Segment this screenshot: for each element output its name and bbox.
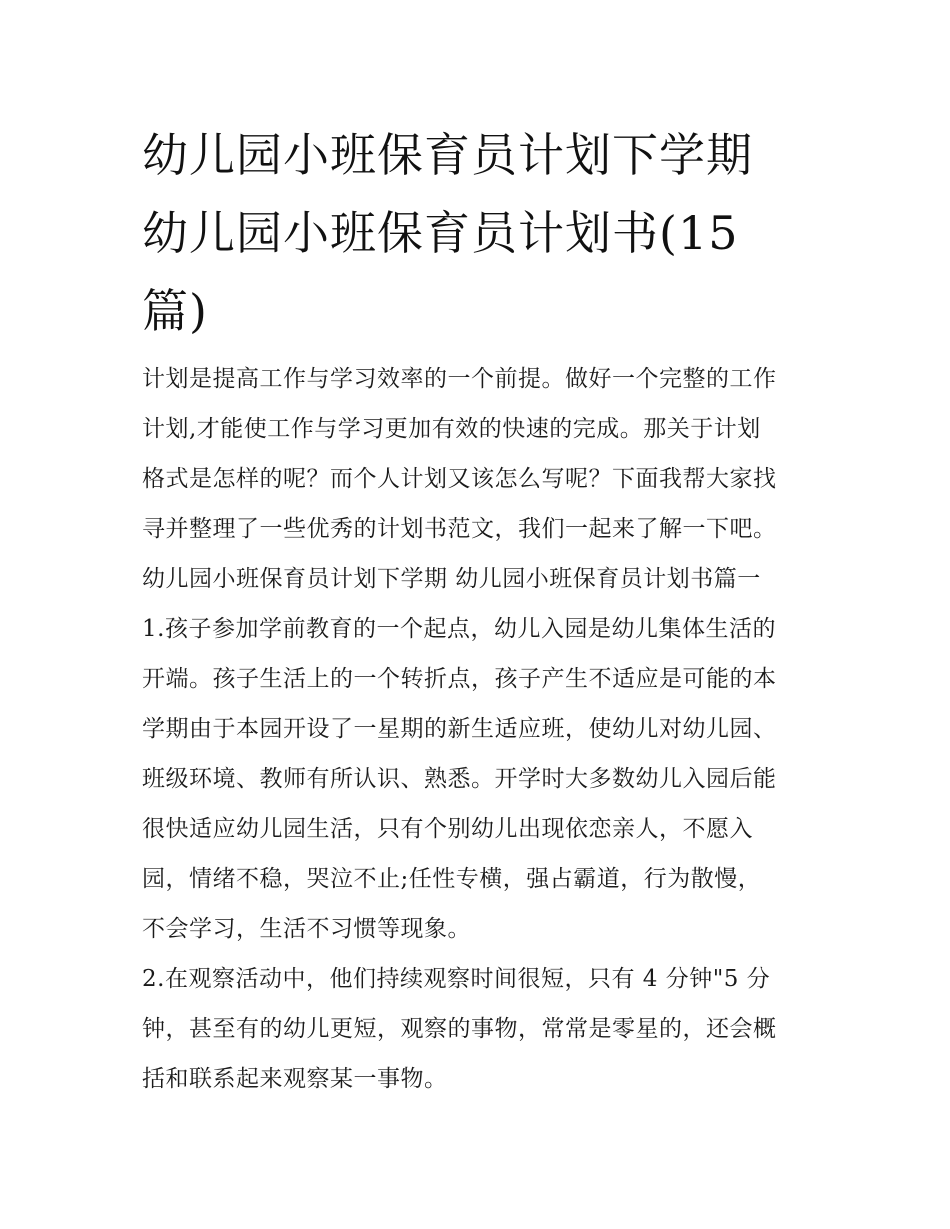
paragraph-line: 括和联系起来观察某一事物。 [142,1066,448,1092]
title-line: 篇) [142,284,208,338]
document-body [142,354,822,1104]
title-line: 幼儿园小班保育员计划书(15 [142,206,739,260]
title-line: 幼儿园小班保育员计划下学期 [142,128,753,182]
intro-line: 计划,才能使工作与学习更加有效的快速的完成。那关于计划 [142,416,761,442]
paragraph-line: 开端。孩子生活上的一个转折点，孩子产生不适应是可能的本 [142,666,777,692]
paragraph-line: 钟，甚至有的幼儿更短，观察的事物，常常是零星的，还会概 [142,1016,777,1042]
paragraph-line: 很快适应幼儿园生活，只有个别幼儿出现依恋亲人，不愿入 [142,816,753,842]
paragraph-line: 2.在观察活动中，他们持续观察时间很短，只有 4 分钟"5 分 [142,966,771,992]
intro-line: 寻并整理了一些优秀的计划书范文，我们一起来了解一下吧。 [142,516,777,542]
intro-line: 计划是提高工作与学习效率的一个前提。做好一个完整的工作 [142,366,777,392]
paragraph-line: 1.孩子参加学前教育的一个起点，幼儿入园是幼儿集体生活的 [142,616,776,642]
paragraph-line: 班级环境、教师有所认识、熟悉。开学时大多数幼儿入园后能 [142,766,777,792]
document-title [142,116,822,350]
paragraph-line: 学期由于本园开设了一星期的新生适应班，使幼儿对幼儿园、 [142,716,777,742]
paragraph-line: 不会学习，生活不习惯等现象。 [142,916,471,942]
intro-line: 格式是怎样的呢？而个人计划又该怎么写呢？下面我帮大家找 [142,466,777,492]
paragraph-line: 园，情绪不稳，哭泣不止;任性专横，强占霸道，行为散慢， [142,866,762,892]
section-heading: 幼儿园小班保育员计划下学期 幼儿园小班保育员计划书篇一 [142,566,761,592]
